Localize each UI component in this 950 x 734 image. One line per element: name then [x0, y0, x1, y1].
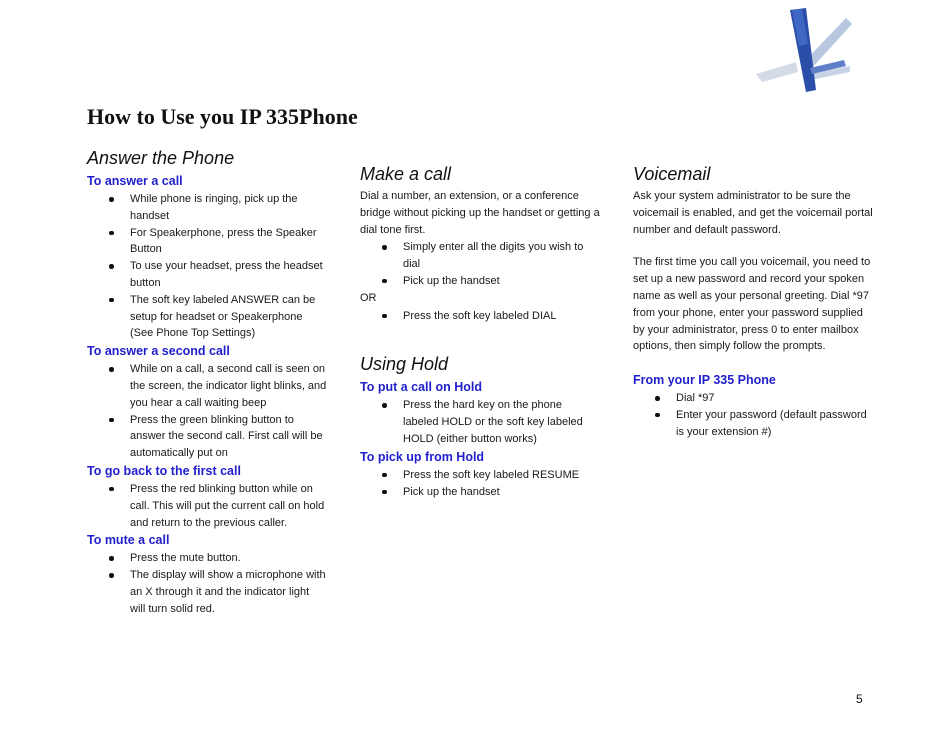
list-item: For Speakerphone, press the Speaker Button: [87, 225, 327, 259]
make-call-list-2: [360, 308, 600, 325]
list-item: Press the green blinking button to answer the second call. First call will be automatically put on: [87, 412, 327, 462]
list-item: Enter your password (default password is your extension #): [633, 407, 873, 441]
make-call-list: [360, 239, 600, 289]
company-logo-icon: [752, 4, 864, 94]
voicemail-paragraph-1: Ask your system administrator to be sure the voicemail is enabled, and get the voicemail portal number and default password.: [633, 190, 873, 236]
second-call-subheading: To answer a second call: [87, 344, 230, 359]
list-item: Pick up the handset: [360, 484, 600, 501]
pick-up-hold-subheading: To pick up from Hold: [360, 449, 485, 464]
list-item: To use your headset, press the headset button: [87, 258, 327, 292]
from-phone-list: [633, 390, 873, 440]
document-title: How to Use you IP 335Phone: [87, 104, 358, 129]
list-item: The soft key labeled ANSWER can be setup for headset or Speakerphone (See Phone Top Settings): [87, 292, 327, 342]
list-item: While phone is ringing, pick up the handset: [87, 191, 327, 225]
from-phone-subheading: From your IP 335 Phone: [633, 373, 776, 388]
answer-phone-section: [87, 146, 327, 618]
answer-phone-heading: Answer the Phone: [87, 148, 235, 168]
voicemail-heading: Voicemail: [633, 164, 711, 184]
list-item: The display will show a microphone with an X through it and the indicator light will turn solid red.: [87, 567, 327, 617]
first-call-subheading: To go back to the first call: [87, 463, 241, 478]
list-item: Pick up the handset: [360, 273, 600, 290]
make-call-heading: Make a call: [360, 164, 452, 184]
voicemail-section: [633, 162, 873, 441]
put-on-hold-list: [360, 397, 600, 447]
list-item: Simply enter all the digits you wish to dial: [360, 239, 600, 273]
answer-call-list: [87, 191, 327, 342]
list-item: While on a call, a second call is seen on the screen, the indicator light blinks, and you hear a call waiting beep: [87, 361, 327, 411]
put-on-hold-subheading: To put a call on Hold: [360, 380, 482, 395]
pick-up-hold-list: [360, 467, 600, 501]
page-number: 5: [856, 692, 863, 706]
make-call-section: [360, 162, 600, 500]
mute-call-list: [87, 550, 327, 617]
mute-call-subheading: To mute a call: [87, 533, 170, 548]
voicemail-paragraph-2: The first time you call you voicemail, you need to set up a new password and record your spoken name as well as your personal greeting. Dial *97 from your phone, enter your password supplied by your administrator, press 0 to enter mailbox options, then simply follow the prompts.: [633, 256, 871, 353]
list-item: Press the red blinking button while on call. This will put the current call on hold and return to the previous caller.: [87, 481, 327, 531]
using-hold-heading: Using Hold: [360, 354, 449, 375]
list-item: Press the soft key labeled DIAL: [360, 308, 600, 325]
list-item: Press the hard key on the phone labeled HOLD or the soft key labeled HOLD (either button works): [360, 397, 600, 447]
make-call-intro: Dial a number, an extension, or a conference bridge without picking up the handset or getting a dial tone first.: [360, 190, 600, 236]
list-item: Dial *97: [633, 390, 873, 407]
or-text: OR: [360, 291, 377, 304]
first-call-list: [87, 481, 327, 531]
list-item: Press the soft key labeled RESUME: [360, 467, 600, 484]
answer-call-subheading: To answer a call: [87, 174, 183, 188]
second-call-list: [87, 361, 327, 462]
list-item: Press the mute button.: [87, 550, 327, 567]
